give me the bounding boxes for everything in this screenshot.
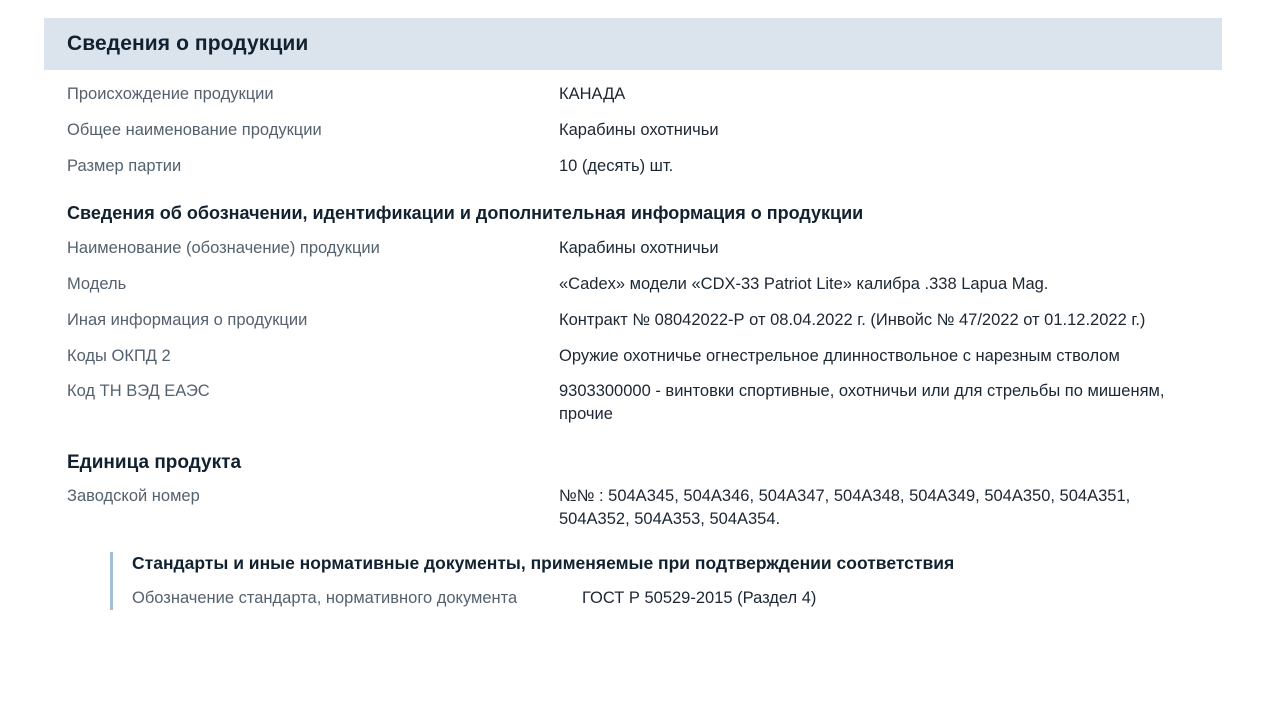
- product-info-rows: [44, 70, 1222, 177]
- row-value: Карабины охотничьи: [559, 120, 719, 139]
- row-value: №№ : 504А345, 504А346, 504А347, 504А348, 504А349, 504А350, 504А351, 504А352, 504А353, 504А354.: [559, 486, 1131, 528]
- row-value: 10 (десять) шт.: [559, 156, 674, 175]
- row-value: «Cadex» модели «CDX-33 Patriot Lite» калибра .338 Lapua Mag.: [559, 275, 1049, 294]
- row-label: Код ТН ВЭД ЕАЭС: [67, 382, 210, 401]
- row-label: Заводской номер: [67, 486, 200, 505]
- info-row: [132, 575, 1222, 610]
- info-row: [67, 224, 1212, 260]
- section-header-product-info: [44, 18, 1222, 70]
- info-row: [67, 367, 1212, 426]
- info-row: [67, 474, 1212, 531]
- standards-rows: [132, 575, 1222, 610]
- info-row: [67, 70, 1212, 106]
- row-value: Карабины охотничьи: [559, 239, 719, 258]
- section-title: Сведения о продукции: [67, 32, 309, 55]
- row-label: Происхождение продукции: [67, 85, 274, 103]
- row-value: ГОСТ Р 50529-2015 (Раздел 4): [582, 589, 817, 608]
- row-label: Общее наименование продукции: [67, 120, 322, 139]
- row-label: Коды ОКПД 2: [67, 346, 171, 365]
- designation-section-title: Сведения об обозначении, идентификации и дополнительная информация о продукции: [67, 203, 864, 224]
- designation-rows: [44, 224, 1222, 426]
- standards-title: Стандарты и иные нормативные документы, применяемые при подтверждении соответствия: [132, 553, 955, 574]
- unit-rows: [44, 474, 1222, 531]
- unit-section-title: Единица продукта: [67, 451, 242, 473]
- info-row: [67, 332, 1212, 368]
- row-value: 9303300000 - винтовки спортивные, охотничьи или для стрельбы по мишеням, прочие: [559, 382, 1165, 424]
- info-row: [67, 296, 1212, 332]
- row-label: Обозначение стандарта, нормативного документа: [132, 589, 518, 608]
- info-row: [67, 142, 1212, 178]
- row-label: Размер партии: [67, 156, 182, 175]
- info-row: [67, 260, 1212, 296]
- row-value: Контракт № 08042022-Р от 08.04.2022 г. (Инвойс № 47/2022 от 01.12.2022 г.): [559, 310, 1146, 329]
- info-row: [67, 106, 1212, 142]
- row-label: Иная информация о продукции: [67, 310, 308, 329]
- row-value: Оружие охотничье огнестрельное длинноствольное с нарезным стволом: [559, 346, 1120, 365]
- row-value: КАНАДА: [559, 85, 626, 103]
- standards-block: [110, 552, 1222, 610]
- row-label: Модель: [67, 275, 127, 294]
- row-label: Наименование (обозначение) продукции: [67, 239, 380, 258]
